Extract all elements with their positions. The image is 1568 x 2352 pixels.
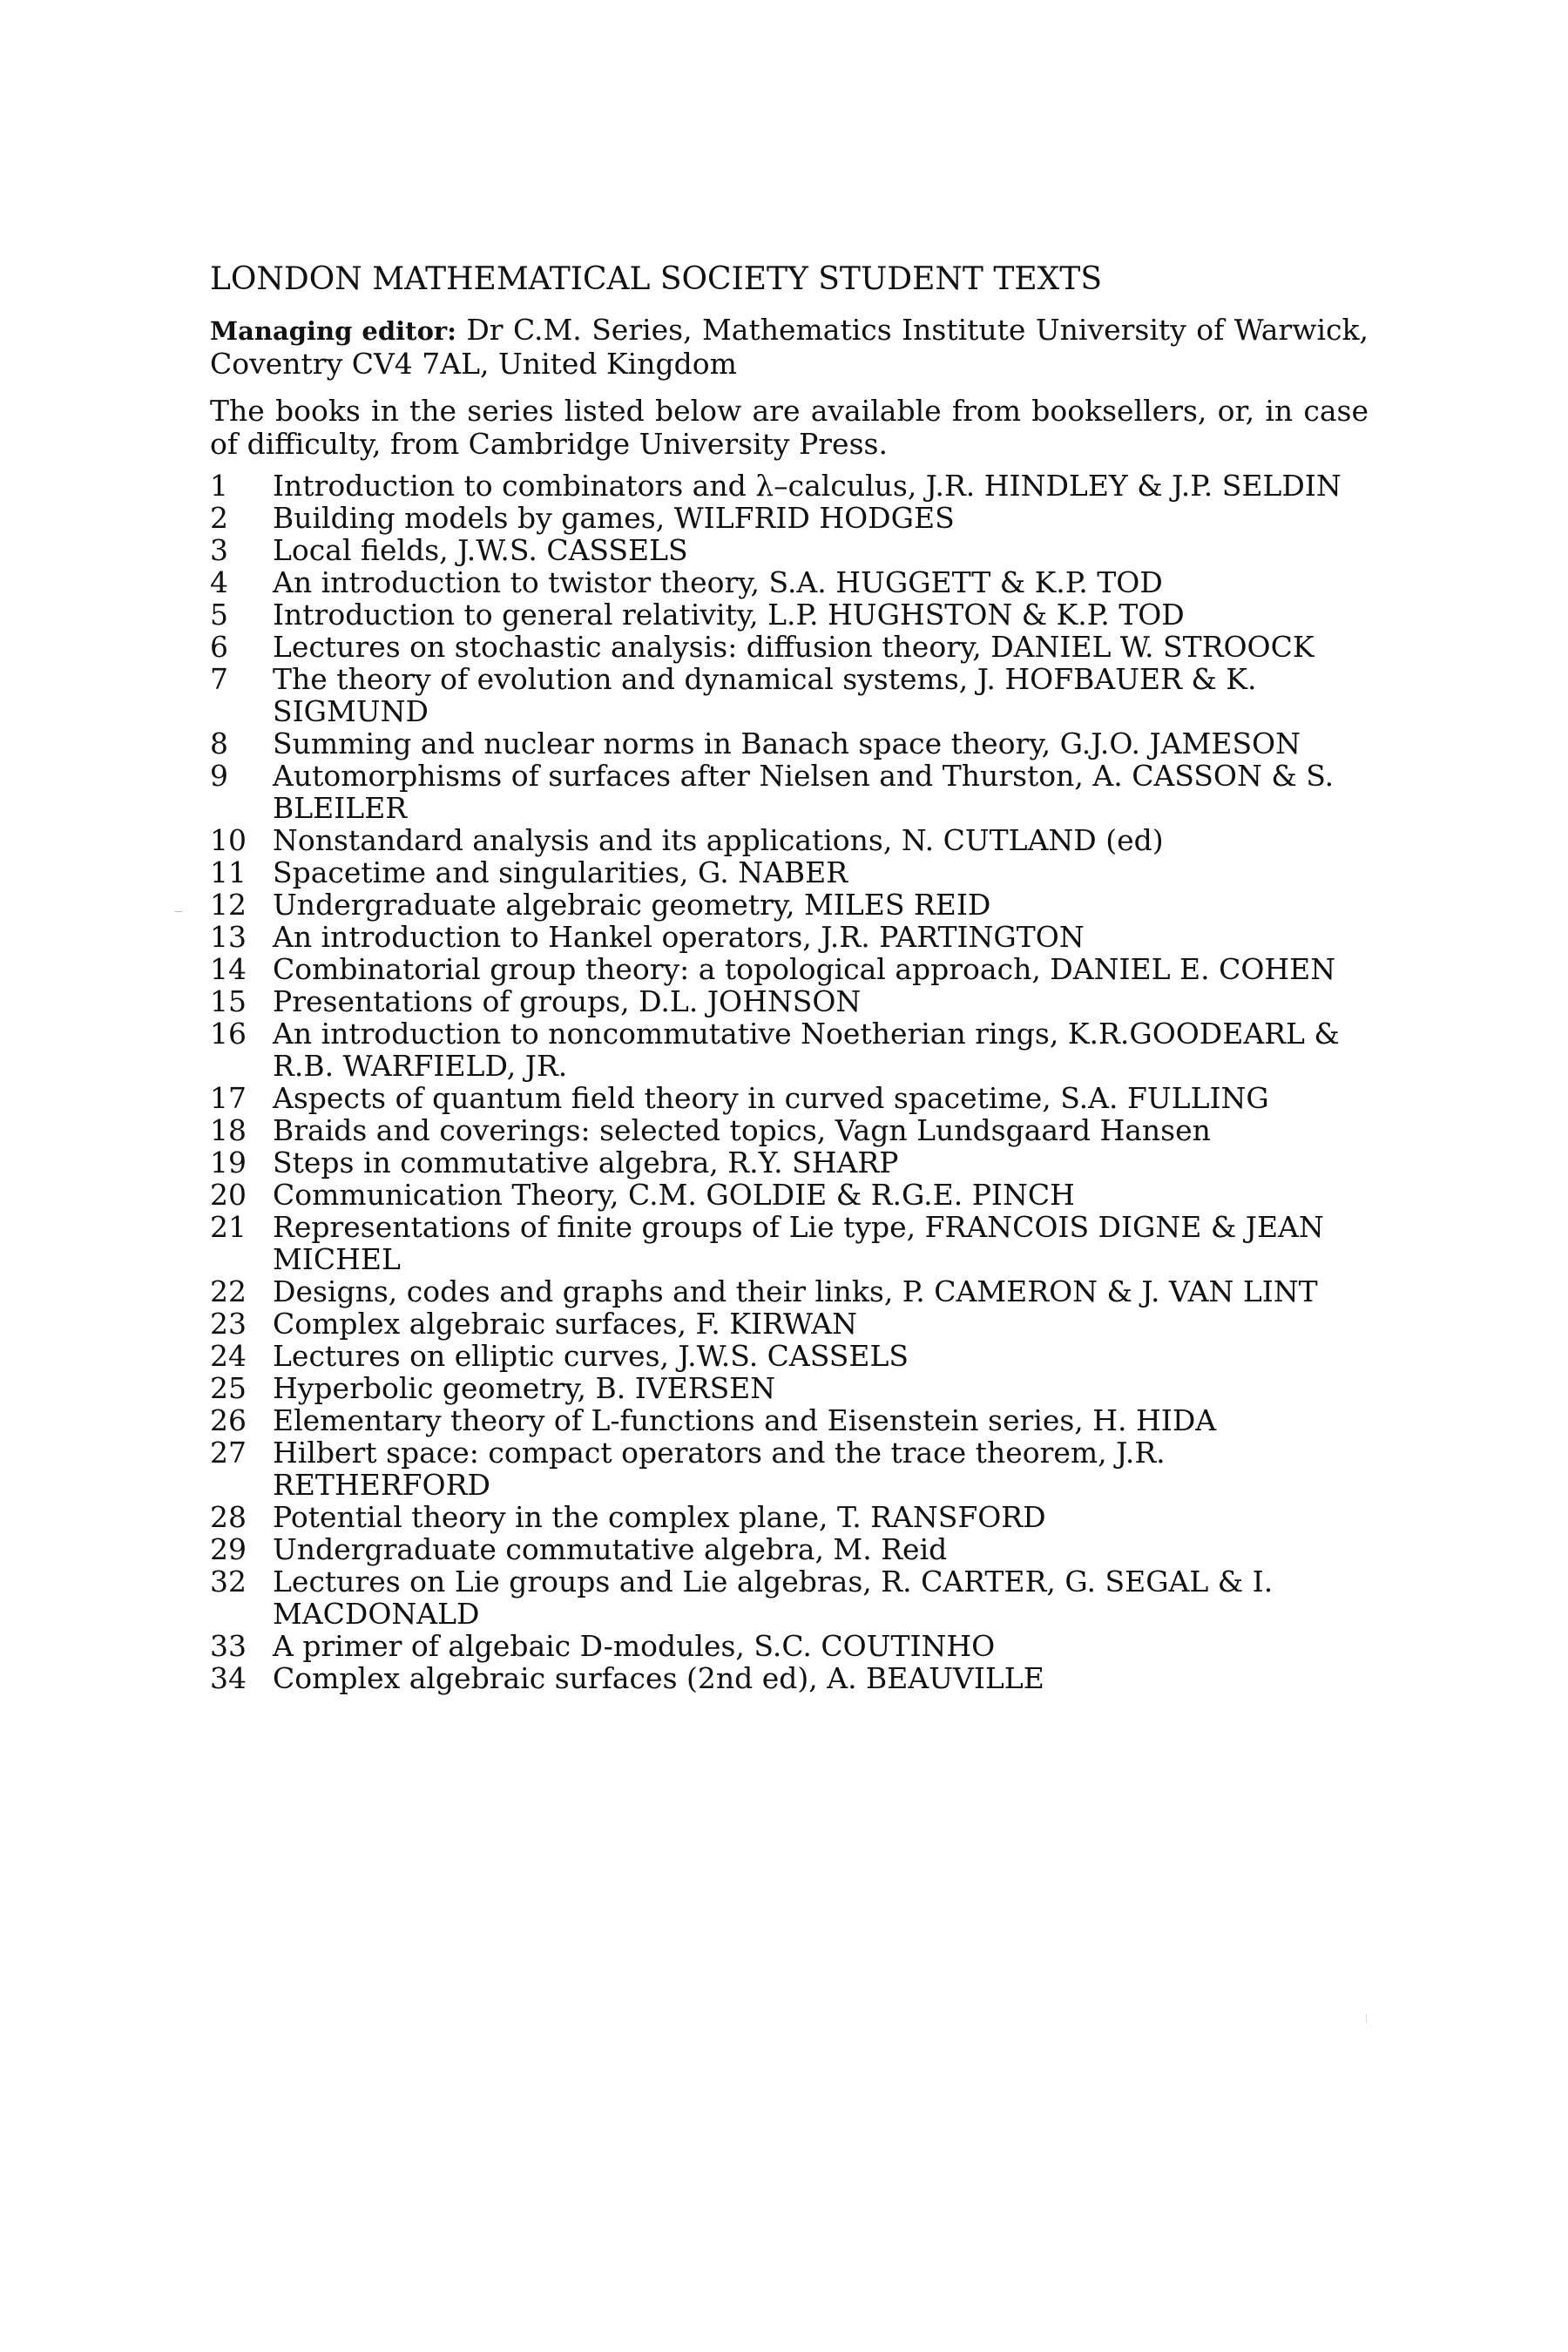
book-title: Complex algebraic surfaces, F. KIRWAN bbox=[273, 1307, 858, 1341]
book-title: An introduction to Hankel operators, J.R. PARTINGTON bbox=[273, 920, 1085, 954]
book-title: Lectures on elliptic curves, J.W.S. CASSELS bbox=[273, 1339, 909, 1373]
book-title: Complex algebraic surfaces (2nd ed), A. BEAUVILLE bbox=[273, 1661, 1044, 1695]
book-item bbox=[210, 1436, 1369, 1501]
book-number: 9 bbox=[210, 759, 228, 793]
book-item bbox=[210, 1372, 1369, 1404]
book-title: Representations of finite groups of Lie type, FRANCOIS DIGNE & JEAN MICHEL bbox=[273, 1210, 1324, 1276]
book-title: Lectures on Lie groups and Lie algebras, R. CARTER, G. SEGAL & I. MACDONALD bbox=[273, 1565, 1274, 1631]
book-item bbox=[210, 953, 1369, 985]
page-content bbox=[210, 261, 1369, 1694]
book-item bbox=[210, 1017, 1369, 1082]
book-item bbox=[210, 470, 1369, 502]
book-item bbox=[210, 824, 1369, 856]
managing-editor-text: Dr C.M. Series, Mathematics Institute University of Warwick, Coventry CV4 7AL, United Kingdom bbox=[210, 313, 1369, 381]
book-title: An introduction to twistor theory, S.A. HUGGETT & K.P. TOD bbox=[273, 565, 1163, 599]
book-number: 18 bbox=[210, 1113, 247, 1147]
book-item bbox=[210, 1308, 1369, 1340]
book-title: Elementary theory of L-functions and Eisenstein series, H. HIDA bbox=[273, 1403, 1217, 1437]
book-title: A primer of algebaic D-modules, S.C. COUTINHO bbox=[273, 1629, 996, 1663]
book-item bbox=[210, 1630, 1369, 1662]
book-item bbox=[210, 631, 1369, 663]
book-title: Hyperbolic geometry, B. IVERSEN bbox=[273, 1371, 776, 1405]
book-title: An introduction to noncommutative Noetherian rings, K.R.GOODEARL & R.B. WARFIELD, JR. bbox=[273, 1017, 1340, 1083]
book-number: 4 bbox=[210, 565, 228, 599]
book-item bbox=[210, 534, 1369, 566]
book-number: 2 bbox=[210, 501, 228, 535]
book-title: Potential theory in the complex plane, T. RANSFORD bbox=[273, 1500, 1046, 1534]
book-number: 14 bbox=[210, 952, 247, 986]
book-item bbox=[210, 856, 1369, 889]
book-item bbox=[210, 1275, 1369, 1308]
scan-mark bbox=[1366, 2014, 1367, 2023]
book-title: Building models by games, WILFRID HODGES bbox=[273, 501, 955, 535]
book-item bbox=[210, 566, 1369, 598]
book-title: Nonstandard analysis and its applications, N. CUTLAND (ed) bbox=[273, 823, 1164, 857]
book-number: 33 bbox=[210, 1629, 247, 1663]
book-item bbox=[210, 1501, 1369, 1533]
book-title: The theory of evolution and dynamical systems, J. HOFBAUER & K. SIGMUND bbox=[273, 662, 1257, 728]
book-title: Introduction to combinators and λ–calculus, J.R. HINDLEY & J.P. SELDIN bbox=[273, 469, 1342, 503]
managing-editor-label: Managing editor: bbox=[210, 316, 456, 346]
book-title: Braids and coverings: selected topics, Vagn Lundsgaard Hansen bbox=[273, 1113, 1211, 1147]
managing-editor bbox=[210, 314, 1369, 381]
book-item bbox=[210, 1404, 1369, 1436]
book-number: 25 bbox=[210, 1371, 247, 1405]
series-title: LONDON MATHEMATICAL SOCIETY STUDENT TEXTS bbox=[210, 261, 1102, 297]
book-title: Lectures on stochastic analysis: diffusion theory, DANIEL W. STROOCK bbox=[273, 630, 1315, 664]
book-title: Automorphisms of surfaces after Nielsen and Thurston, A. CASSON & S. BLEILER bbox=[273, 759, 1335, 825]
book-list bbox=[210, 470, 1369, 1694]
book-number: 28 bbox=[210, 1500, 247, 1534]
book-item bbox=[210, 921, 1369, 953]
book-number: 11 bbox=[210, 855, 247, 889]
book-item bbox=[210, 727, 1369, 760]
book-number: 20 bbox=[210, 1178, 247, 1212]
book-number: 10 bbox=[210, 823, 247, 857]
book-item bbox=[210, 1179, 1369, 1211]
book-number: 26 bbox=[210, 1403, 247, 1437]
book-number: 3 bbox=[210, 533, 228, 567]
book-item bbox=[210, 663, 1369, 727]
book-number: 19 bbox=[210, 1146, 247, 1179]
book-title: Communication Theory, C.M. GOLDIE & R.G.E. PINCH bbox=[273, 1178, 1075, 1212]
book-number: 7 bbox=[210, 662, 228, 696]
book-item bbox=[210, 1533, 1369, 1565]
book-item bbox=[210, 1662, 1369, 1694]
book-number: 24 bbox=[210, 1339, 247, 1373]
book-number: 8 bbox=[210, 727, 228, 760]
intro-paragraph: The books in the series listed below are available from booksellers, or, in case of difficulty, from Cambridge University Press. bbox=[210, 394, 1369, 461]
book-number: 21 bbox=[210, 1210, 247, 1244]
book-title: Undergraduate algebraic geometry, MILES REID bbox=[273, 888, 991, 922]
book-title: Summing and nuclear norms in Banach space theory, G.J.O. JAMESON bbox=[273, 727, 1301, 760]
book-item bbox=[210, 760, 1369, 824]
book-number: 1 bbox=[210, 469, 228, 503]
book-title: Designs, codes and graphs and their links, P. CAMERON & J. VAN LINT bbox=[273, 1274, 1318, 1308]
book-item bbox=[210, 1082, 1369, 1114]
book-item bbox=[210, 985, 1369, 1017]
book-number: 23 bbox=[210, 1307, 247, 1341]
book-title: Combinatorial group theory: a topological approach, DANIEL E. COHEN bbox=[273, 952, 1336, 986]
book-number: 34 bbox=[210, 1661, 247, 1695]
book-item bbox=[210, 889, 1369, 921]
margin-tick bbox=[175, 911, 182, 912]
book-number: 29 bbox=[210, 1532, 247, 1566]
book-title: Presentations of groups, D.L. JOHNSON bbox=[273, 984, 862, 1018]
book-number: 5 bbox=[210, 598, 228, 632]
book-number: 15 bbox=[210, 984, 247, 1018]
book-title: Steps in commutative algebra, R.Y. SHARP bbox=[273, 1146, 899, 1179]
book-number: 16 bbox=[210, 1017, 247, 1051]
book-title: Introduction to general relativity, L.P. HUGHSTON & K.P. TOD bbox=[273, 598, 1185, 632]
book-title: Local fields, J.W.S. CASSELS bbox=[273, 533, 688, 567]
book-item bbox=[210, 1211, 1369, 1275]
book-number: 6 bbox=[210, 630, 228, 664]
book-number: 17 bbox=[210, 1081, 247, 1115]
book-number: 27 bbox=[210, 1436, 247, 1470]
book-number: 22 bbox=[210, 1274, 247, 1308]
book-item bbox=[210, 1146, 1369, 1179]
book-item bbox=[210, 502, 1369, 534]
book-number: 32 bbox=[210, 1565, 247, 1598]
book-number: 12 bbox=[210, 888, 247, 922]
book-title: Aspects of quantum field theory in curved spacetime, S.A. FULLING bbox=[273, 1081, 1269, 1115]
book-item bbox=[210, 598, 1369, 631]
book-title: Hilbert space: compact operators and the trace theorem, J.R. RETHERFORD bbox=[273, 1436, 1166, 1502]
book-item bbox=[210, 1565, 1369, 1630]
book-item bbox=[210, 1114, 1369, 1146]
book-title: Undergraduate commutative algebra, M. Reid bbox=[273, 1532, 948, 1566]
book-number: 13 bbox=[210, 920, 247, 954]
book-item bbox=[210, 1340, 1369, 1372]
book-title: Spacetime and singularities, G. NABER bbox=[273, 855, 848, 889]
